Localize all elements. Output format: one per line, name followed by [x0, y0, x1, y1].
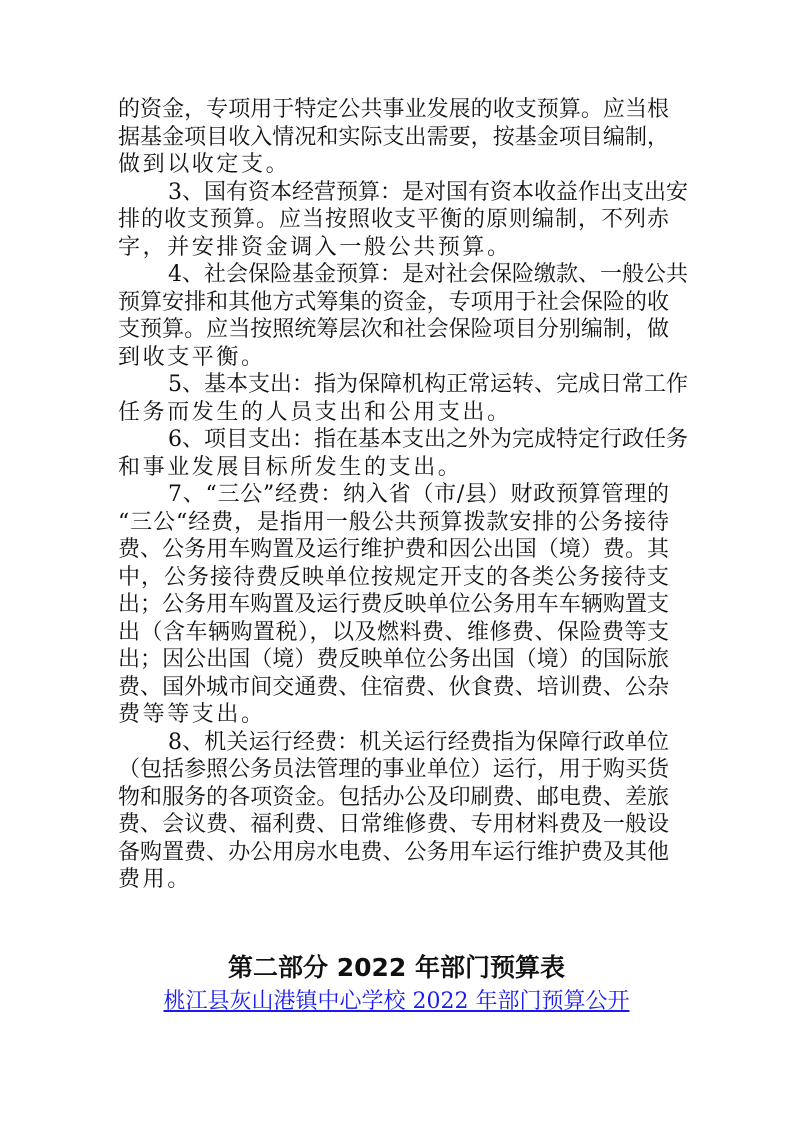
text-line: 8、机关运行经费：机关运行经费指为保障行政单位 — [168, 729, 669, 755]
text-line: 字，并安排资金调入一般公共预算。 — [118, 234, 512, 260]
text-line: 支预算。应当按照统筹层次和社会保险项目分别编制，做 — [118, 317, 669, 342]
text-line: 6、项目支出：指在基本支出之外为完成特定行政任务 — [168, 427, 688, 452]
text-line: 物和服务的各项资金。包括办公及印刷费、邮电费、差旅 — [118, 784, 669, 810]
text-line: 和事业发展目标所发生的支出。 — [118, 454, 463, 480]
text-line: 的资金，专项用于特定公共事业发展的收支预算。应当根 — [118, 97, 669, 122]
text-line: “三公“经费，是指用一般公共预算拨款安排的公务接待 — [118, 509, 669, 535]
budget-disclosure-link[interactable]: 桃江县灰山港镇中心学校 2022 年部门预算公开 — [163, 989, 630, 1014]
text-line: 4、社会保险基金预算：是对社会保险缴款、一般公共 — [168, 262, 688, 287]
text-line: 据基金项目收入情况和实际支出需要，按基金项目编制， — [118, 124, 669, 150]
text-line: 任务而发生的人员支出和公用支出。 — [118, 399, 512, 425]
text-line: 出；因公出国（境）费反映单位公务出国（境）的国际旅 — [118, 647, 669, 672]
text-line: （包括参照公务员法管理的事业单位）运行，用于购买货 — [118, 757, 669, 782]
text-line: 中，公务接待费反映单位按规定开支的各类公务接待支 — [118, 564, 669, 590]
text-line: 3、国有资本经营预算：是对国有资本收益作出支出安 — [168, 179, 688, 205]
text-line: 费、国外城市间交通费、住宿费、伙食费、培训费、公杂 — [118, 674, 669, 700]
text-line: 5、基本支出：指为保障机构正常运转、完成日常工作 — [168, 372, 688, 397]
text-line: 费等等支出。 — [118, 702, 266, 727]
document-body — [118, 96, 688, 894]
text-line: 预算安排和其他方式筹集的资金，专项用于社会保险的收 — [118, 289, 669, 315]
text-line: 费、会议费、福利费、日常维修费、专用材料费及一般设 — [118, 812, 669, 837]
text-line: 排的收支预算。应当按照收支平衡的原则编制，不列赤 — [118, 207, 669, 232]
text-line: 到收支平衡。 — [118, 344, 266, 370]
text-line: 7、“三公”经费：纳入省（市/县）财政预算管理的 — [168, 482, 669, 507]
text-line: 费用。 — [118, 867, 192, 892]
text-line: 做到以收定支。 — [118, 152, 291, 177]
section-heading: 第二部分 2022 年部门预算表 — [228, 953, 565, 982]
text-line: 费、公务用车购置及运行维护费和因公出国（境）费。其 — [118, 537, 669, 562]
text-line: 出（含车辆购置税），以及燃料费、维修费、保险费等支 — [118, 619, 669, 645]
text-line: 出；公务用车购置及运行费反映单位公务用车车辆购置支 — [118, 592, 669, 617]
text-line: 备购置费、办公用房水电费、公务用车运行维护费及其他 — [118, 839, 669, 865]
